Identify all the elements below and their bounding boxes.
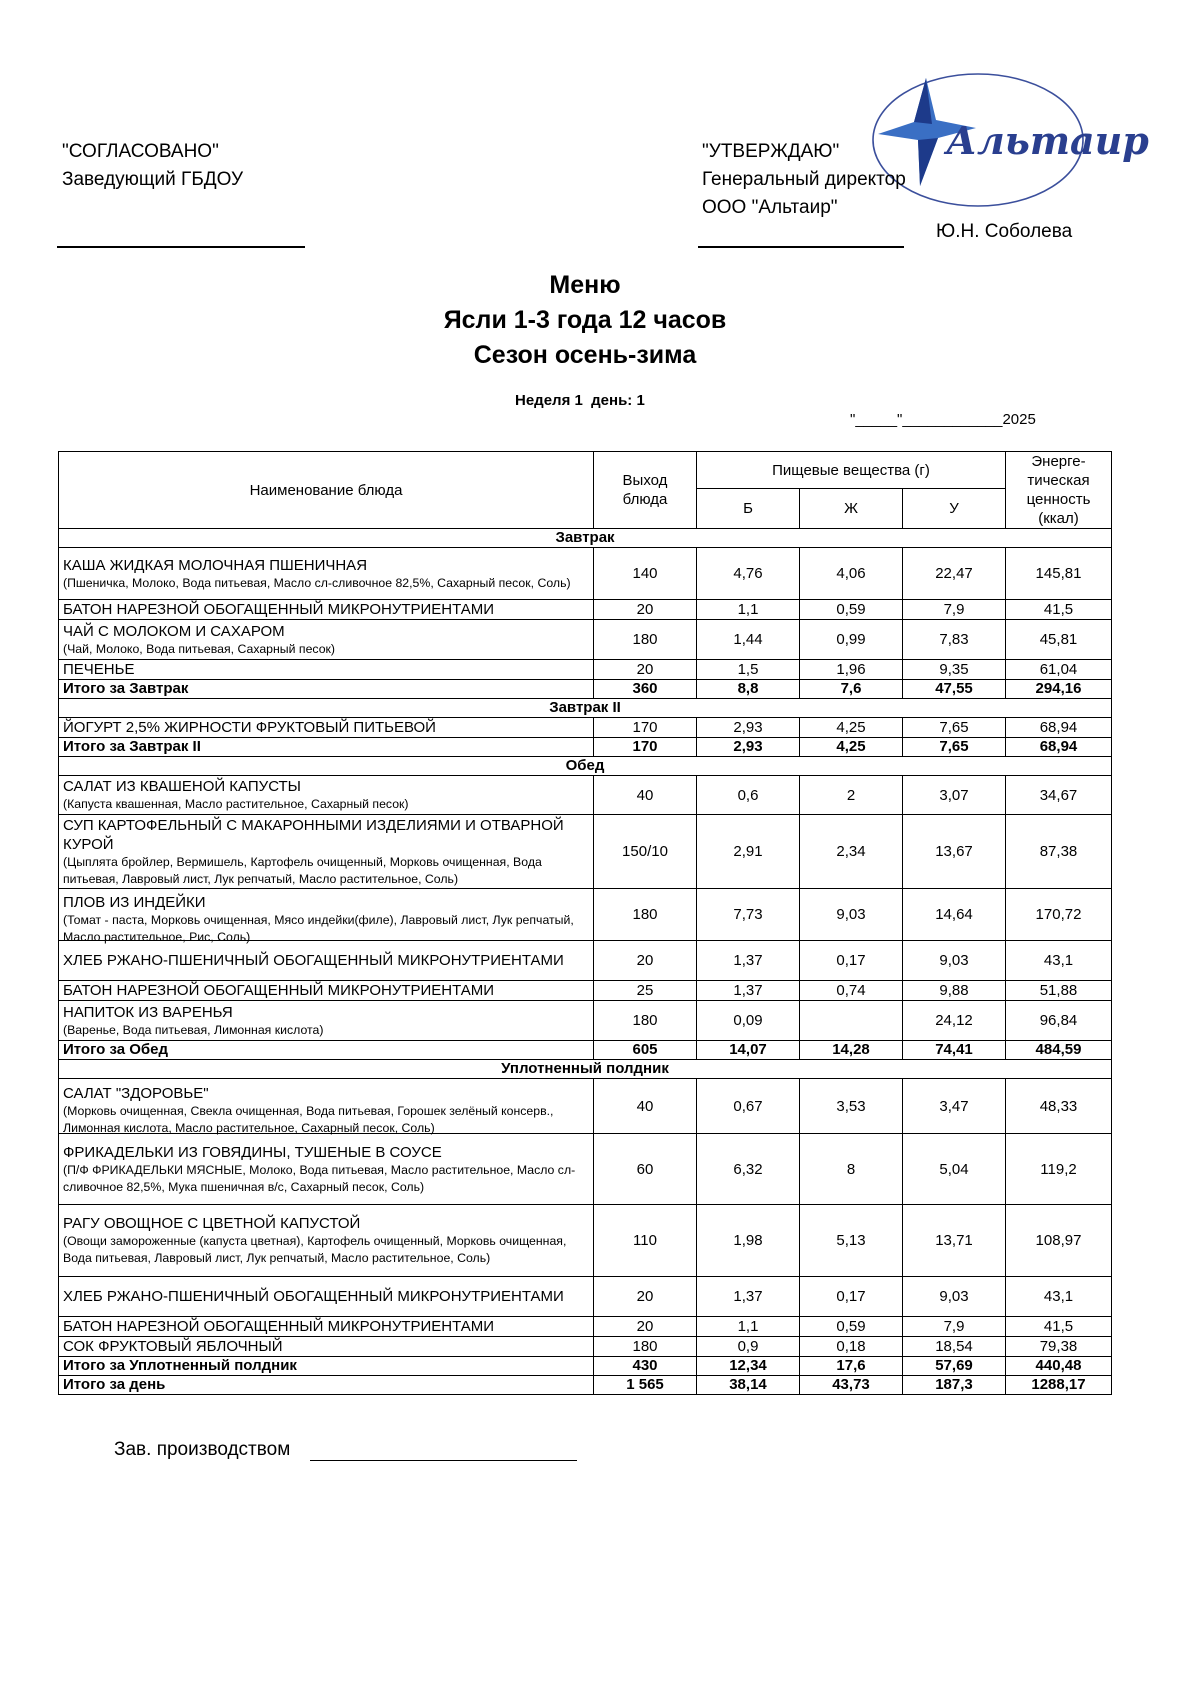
dish-cell bbox=[59, 776, 594, 815]
dish-name: НАПИТОК ИЗ ВАРЕНЬЯ bbox=[63, 1003, 233, 1021]
total-carbs: 57,69 bbox=[903, 1357, 1006, 1376]
dish-protein: 0,6 bbox=[697, 776, 800, 815]
dish-carbs: 9,88 bbox=[903, 981, 1006, 1001]
section-header-row bbox=[59, 529, 1112, 548]
dish-energy: 108,97 bbox=[1006, 1205, 1112, 1277]
header-protein: Б bbox=[697, 489, 800, 529]
dish-output: 60 bbox=[594, 1134, 697, 1205]
dish-cell bbox=[59, 815, 594, 889]
dish-protein: 0,67 bbox=[697, 1079, 800, 1134]
menu-season: Сезон осень-зима bbox=[473, 341, 697, 369]
dish-carbs: 5,04 bbox=[903, 1134, 1006, 1205]
total-protein: 12,34 bbox=[697, 1357, 800, 1376]
dish-fat: 1,96 bbox=[800, 660, 903, 680]
dish-name: СОК ФРУКТОВЫЙ ЯБЛОЧНЫЙ bbox=[63, 1338, 283, 1355]
dish-cell bbox=[59, 1205, 594, 1277]
dish-protein: 1,37 bbox=[697, 941, 800, 981]
section-name: Завтрак bbox=[59, 529, 1112, 548]
dish-output: 110 bbox=[594, 1205, 697, 1277]
header-carbs: У bbox=[903, 489, 1006, 529]
dish-output: 20 bbox=[594, 1317, 697, 1337]
dish-cell bbox=[59, 889, 594, 944]
section-total-label: Итого за Обед bbox=[59, 1041, 594, 1060]
dish-ingredients: (Томат - паста, Морковь очищенная, Мясо индейки(филе), Лавровый лист, Лук репчатый, Масло растительное, Рис, Соль) bbox=[63, 912, 574, 944]
total-carbs: 74,41 bbox=[903, 1041, 1006, 1060]
dish-row bbox=[59, 1337, 1112, 1357]
approved-org: ООО "Альтаир" bbox=[702, 197, 838, 218]
dish-fat: 0,59 bbox=[800, 1317, 903, 1337]
total-output: 430 bbox=[594, 1357, 697, 1376]
dish-output: 140 bbox=[594, 548, 697, 600]
dish-fat: 0,17 bbox=[800, 941, 903, 981]
total-energy: 294,16 bbox=[1006, 680, 1112, 699]
section-total-row bbox=[59, 738, 1112, 757]
total-carbs: 47,55 bbox=[903, 680, 1006, 699]
total-protein: 2,93 bbox=[697, 738, 800, 757]
dish-cell bbox=[59, 718, 594, 738]
dish-output: 150/10 bbox=[594, 815, 697, 889]
total-carbs: 7,65 bbox=[903, 738, 1006, 757]
dish-cell bbox=[59, 981, 594, 1001]
dish-protein: 4,76 bbox=[697, 548, 800, 600]
dish-energy: 119,2 bbox=[1006, 1134, 1112, 1205]
section-total-row bbox=[59, 1357, 1112, 1376]
dish-cell bbox=[59, 660, 594, 680]
dish-carbs: 9,35 bbox=[903, 660, 1006, 680]
dish-energy: 34,67 bbox=[1006, 776, 1112, 815]
total-output: 170 bbox=[594, 738, 697, 757]
dish-cell bbox=[59, 1001, 594, 1041]
section-total-label: Итого за Уплотненный полдник bbox=[59, 1357, 594, 1376]
dish-row bbox=[59, 1317, 1112, 1337]
dish-name: БАТОН НАРЕЗНОЙ ОБОГАЩЕННЫЙ МИКРОНУТРИЕНТАМИ bbox=[63, 1318, 495, 1335]
dish-cell bbox=[59, 941, 594, 981]
section-total-label: Итого за Завтрак II bbox=[59, 738, 594, 757]
dish-ingredients: (Овощи замороженные (капуста цветная), Картофель очищенный, Морковь очищенная, Вода питьевая, Лавровый лист, Лук репчатый, Масло растительное, Соль) bbox=[63, 1234, 567, 1265]
dish-row bbox=[59, 600, 1112, 620]
header-energy: Энерге-тическая ценность (ккал) bbox=[1006, 452, 1112, 529]
day-total-row bbox=[59, 1376, 1112, 1395]
dish-row bbox=[59, 1277, 1112, 1317]
dish-fat: 0,99 bbox=[800, 620, 903, 660]
dish-name: БАТОН НАРЕЗНОЙ ОБОГАЩЕННЫЙ МИКРОНУТРИЕНТАМИ bbox=[63, 601, 495, 618]
dish-energy: 41,5 bbox=[1006, 1317, 1112, 1337]
dish-ingredients: (Морковь очищенная, Свекла очищенная, Вода питьевая, Горошек зелёный консерв., Лимонная кислота, Масло растительное, Сахарный песок, Соль) bbox=[63, 1104, 554, 1135]
dish-cell bbox=[59, 600, 594, 620]
total-fat: 17,6 bbox=[800, 1357, 903, 1376]
dish-row bbox=[59, 620, 1112, 660]
dish-ingredients: (Варенье, Вода питьевая, Лимонная кислота) bbox=[63, 1022, 324, 1037]
section-total-label: Итого за Завтрак bbox=[59, 680, 594, 699]
dish-name: САЛАТ "ЗДОРОВЬЕ" bbox=[63, 1085, 209, 1102]
dish-fat: 9,03 bbox=[800, 889, 903, 941]
dish-row bbox=[59, 1001, 1112, 1041]
total-output: 360 bbox=[594, 680, 697, 699]
approved-block bbox=[702, 138, 906, 222]
signer-name: Ю.Н. Соболева bbox=[936, 221, 1073, 242]
dish-output: 40 bbox=[594, 776, 697, 815]
dish-output: 180 bbox=[594, 889, 697, 941]
section-total-row bbox=[59, 680, 1112, 699]
dish-protein: 0,9 bbox=[697, 1337, 800, 1357]
dish-protein: 1,44 bbox=[697, 620, 800, 660]
dish-protein: 1,1 bbox=[697, 1317, 800, 1337]
dish-row bbox=[59, 981, 1112, 1001]
total-fat: 4,25 bbox=[800, 738, 903, 757]
approved-role: Генеральный директор bbox=[702, 169, 906, 190]
dish-output: 20 bbox=[594, 941, 697, 981]
dish-row bbox=[59, 718, 1112, 738]
dish-protein: 6,32 bbox=[697, 1134, 800, 1205]
dish-energy: 68,94 bbox=[1006, 718, 1112, 738]
day-total-energy: 1288,17 bbox=[1006, 1376, 1112, 1395]
dish-output: 25 bbox=[594, 981, 697, 1001]
agreed-title: "СОГЛАСОВАНО" bbox=[62, 141, 219, 162]
dish-cell bbox=[59, 620, 594, 660]
dish-output: 180 bbox=[594, 620, 697, 660]
dish-protein: 2,91 bbox=[697, 815, 800, 889]
dish-energy: 51,88 bbox=[1006, 981, 1112, 1001]
dish-row bbox=[59, 1134, 1112, 1205]
agreed-role: Заведующий ГБДОУ bbox=[62, 169, 244, 190]
dish-energy: 79,38 bbox=[1006, 1337, 1112, 1357]
dish-fat: 4,06 bbox=[800, 548, 903, 600]
dish-carbs: 9,03 bbox=[903, 941, 1006, 981]
agreed-block bbox=[62, 138, 243, 194]
total-protein: 14,07 bbox=[697, 1041, 800, 1060]
dish-carbs: 18,54 bbox=[903, 1337, 1006, 1357]
total-energy: 484,59 bbox=[1006, 1041, 1112, 1060]
day-total-label: Итого за день bbox=[59, 1376, 594, 1395]
dish-output: 170 bbox=[594, 718, 697, 738]
total-output: 605 bbox=[594, 1041, 697, 1060]
dish-energy: 87,38 bbox=[1006, 815, 1112, 889]
total-protein: 8,8 bbox=[697, 680, 800, 699]
dish-name: РАГУ ОВОЩНОЕ С ЦВЕТНОЙ КАПУСТОЙ bbox=[63, 1215, 361, 1232]
section-header-row bbox=[59, 1060, 1112, 1079]
dish-output: 180 bbox=[594, 1001, 697, 1041]
dish-row bbox=[59, 1205, 1112, 1277]
dish-row bbox=[59, 889, 1112, 941]
dish-name: ХЛЕБ РЖАНО-ПШЕНИЧНЫЙ ОБОГАЩЕННЫЙ МИКРОНУТРИЕНТАМИ bbox=[63, 1288, 564, 1305]
header-nutrients: Пищевые вещества (г) bbox=[697, 452, 1006, 489]
dish-fat: 0,74 bbox=[800, 981, 903, 1001]
dish-energy: 170,72 bbox=[1006, 889, 1112, 941]
dish-fat: 0,18 bbox=[800, 1337, 903, 1357]
dish-ingredients: (Чай, Молоко, Вода питьевая, Сахарный песок) bbox=[63, 641, 336, 656]
dish-name: ЧАЙ С МОЛОКОМ И САХАРОМ bbox=[63, 622, 285, 640]
dish-carbs: 7,9 bbox=[903, 1317, 1006, 1337]
section-name: Уплотненный полдник bbox=[59, 1060, 1112, 1079]
section-name: Обед bbox=[59, 757, 1112, 776]
dish-row bbox=[59, 941, 1112, 981]
dish-cell bbox=[59, 1134, 594, 1205]
day-total-carbs: 187,3 bbox=[903, 1376, 1006, 1395]
dish-fat: 0,59 bbox=[800, 600, 903, 620]
dish-cell bbox=[59, 1277, 594, 1317]
week-day-label: Неделя 1 день: 1 bbox=[515, 392, 645, 409]
dish-energy: 41,5 bbox=[1006, 600, 1112, 620]
dish-fat: 0,17 bbox=[800, 1277, 903, 1317]
dish-name: СУП КАРТОФЕЛЬНЫЙ С МАКАРОННЫМИ ИЗДЕЛИЯМИ И ОТВАРНОЙ КУРОЙ bbox=[63, 816, 564, 853]
dish-fat: 3,53 bbox=[800, 1079, 903, 1134]
dish-name: ФРИКАДЕЛЬКИ ИЗ ГОВЯДИНЫ, ТУШЕНЫЕ В СОУСЕ bbox=[63, 1143, 442, 1161]
dish-carbs: 7,83 bbox=[903, 620, 1006, 660]
menu-table bbox=[58, 451, 1112, 1395]
dish-protein: 7,73 bbox=[697, 889, 800, 941]
dish-output: 180 bbox=[594, 1337, 697, 1357]
dish-carbs: 3,07 bbox=[903, 776, 1006, 815]
dish-name: КАША ЖИДКАЯ МОЛОЧНАЯ ПШЕНИЧНАЯ bbox=[63, 556, 368, 574]
dish-name: ПЛОВ ИЗ ИНДЕЙКИ bbox=[63, 893, 206, 911]
dish-protein: 0,09 bbox=[697, 1001, 800, 1041]
dish-fat bbox=[800, 1001, 903, 1041]
dish-output: 20 bbox=[594, 600, 697, 620]
section-header-row bbox=[59, 757, 1112, 776]
dish-protein: 1,5 bbox=[697, 660, 800, 680]
dish-name: ЙОГУРТ 2,5% ЖИРНОСТИ ФРУКТОВЫЙ ПИТЬЕВОЙ bbox=[63, 719, 436, 736]
dish-fat: 4,25 bbox=[800, 718, 903, 738]
dish-fat: 2,34 bbox=[800, 815, 903, 889]
dish-row bbox=[59, 815, 1112, 889]
dish-output: 40 bbox=[594, 1079, 697, 1134]
dish-ingredients: (Капуста квашенная, Масло растительное, Сахарный песок) bbox=[63, 797, 409, 811]
dish-name: ПЕЧЕНЬЕ bbox=[63, 661, 135, 678]
dish-protein: 2,93 bbox=[697, 718, 800, 738]
dish-row bbox=[59, 776, 1112, 815]
dish-fat: 2 bbox=[800, 776, 903, 815]
section-name: Завтрак II bbox=[59, 699, 1112, 718]
total-fat: 14,28 bbox=[800, 1041, 903, 1060]
dish-energy: 45,81 bbox=[1006, 620, 1112, 660]
dish-cell bbox=[59, 548, 594, 600]
dish-energy: 43,1 bbox=[1006, 941, 1112, 981]
menu-title: Меню bbox=[549, 271, 621, 299]
dish-energy: 96,84 bbox=[1006, 1001, 1112, 1041]
total-fat: 7,6 bbox=[800, 680, 903, 699]
dish-fat: 8 bbox=[800, 1134, 903, 1205]
agreed-signature-line bbox=[57, 246, 305, 248]
dish-ingredients: (Пшеничка, Молоко, Вода питьевая, Масло сл-сливочное 82,5%, Сахарный песок, Соль) bbox=[63, 575, 571, 590]
header-dish-name: Наименование блюда bbox=[59, 452, 594, 529]
dish-protein: 1,37 bbox=[697, 1277, 800, 1317]
day-total-fat: 43,73 bbox=[800, 1376, 903, 1395]
production-manager-signature-line bbox=[310, 1460, 577, 1461]
dish-output: 20 bbox=[594, 1277, 697, 1317]
dish-name: САЛАТ ИЗ КВАШЕНОЙ КАПУСТЫ bbox=[63, 778, 301, 795]
header-fat: Ж bbox=[800, 489, 903, 529]
dish-cell bbox=[59, 1317, 594, 1337]
dish-energy: 145,81 bbox=[1006, 548, 1112, 600]
day-total-output: 1 565 bbox=[594, 1376, 697, 1395]
dish-name: ХЛЕБ РЖАНО-ПШЕНИЧНЫЙ ОБОГАЩЕННЫЙ МИКРОНУТРИЕНТАМИ bbox=[63, 952, 564, 969]
dish-carbs: 13,71 bbox=[903, 1205, 1006, 1277]
total-energy: 68,94 bbox=[1006, 738, 1112, 757]
dish-carbs: 13,67 bbox=[903, 815, 1006, 889]
dish-energy: 48,33 bbox=[1006, 1079, 1112, 1134]
dish-name: БАТОН НАРЕЗНОЙ ОБОГАЩЕННЫЙ МИКРОНУТРИЕНТАМИ bbox=[63, 982, 495, 999]
dish-fat: 5,13 bbox=[800, 1205, 903, 1277]
header-output: Выход блюда bbox=[594, 452, 697, 529]
total-energy: 440,48 bbox=[1006, 1357, 1112, 1376]
svg-text:Альтаир: Альтаир bbox=[946, 118, 1149, 163]
dish-row bbox=[59, 548, 1112, 600]
production-manager-label: Зав. производством bbox=[114, 1439, 291, 1460]
dish-carbs: 3,47 bbox=[903, 1079, 1006, 1134]
dish-protein: 1,98 bbox=[697, 1205, 800, 1277]
dish-energy: 61,04 bbox=[1006, 660, 1112, 680]
dish-cell bbox=[59, 1337, 594, 1357]
section-header-row bbox=[59, 699, 1112, 718]
day-total-protein: 38,14 bbox=[697, 1376, 800, 1395]
dish-row bbox=[59, 1079, 1112, 1134]
dish-output: 20 bbox=[594, 660, 697, 680]
dish-carbs: 14,64 bbox=[903, 889, 1006, 941]
dish-protein: 1,1 bbox=[697, 600, 800, 620]
dish-carbs: 22,47 bbox=[903, 548, 1006, 600]
dish-ingredients: (Цыплята бройлер, Вермишель, Картофель очищенный, Морковь очищенная, Вода питьевая, Лавровый лист, Лук репчатый, Масло растительное, Соль) bbox=[63, 854, 542, 886]
dish-cell bbox=[59, 1079, 594, 1134]
approved-signature-line bbox=[698, 246, 904, 248]
menu-group: Ясли 1-3 года 12 часов bbox=[443, 306, 727, 334]
dish-energy: 43,1 bbox=[1006, 1277, 1112, 1317]
dish-row bbox=[59, 660, 1112, 680]
dish-carbs: 24,12 bbox=[903, 1001, 1006, 1041]
dish-carbs: 7,9 bbox=[903, 600, 1006, 620]
menu-table-body bbox=[59, 529, 1112, 1395]
date-field: "_____"____________2025 bbox=[850, 411, 1036, 428]
dish-carbs: 9,03 bbox=[903, 1277, 1006, 1317]
approved-title: "УТВЕРЖДАЮ" bbox=[702, 141, 840, 162]
dish-ingredients: (П/Ф ФРИКАДЕЛЬКИ МЯСНЫЕ, Молоко, Вода питьевая, Масло растительное, Масло сл-сливочное 82,5%, Мука пшеничная в/с, Сахарный песок, Соль) bbox=[63, 1162, 576, 1194]
dish-protein: 1,37 bbox=[697, 981, 800, 1001]
section-total-row bbox=[59, 1041, 1112, 1060]
dish-carbs: 7,65 bbox=[903, 718, 1006, 738]
